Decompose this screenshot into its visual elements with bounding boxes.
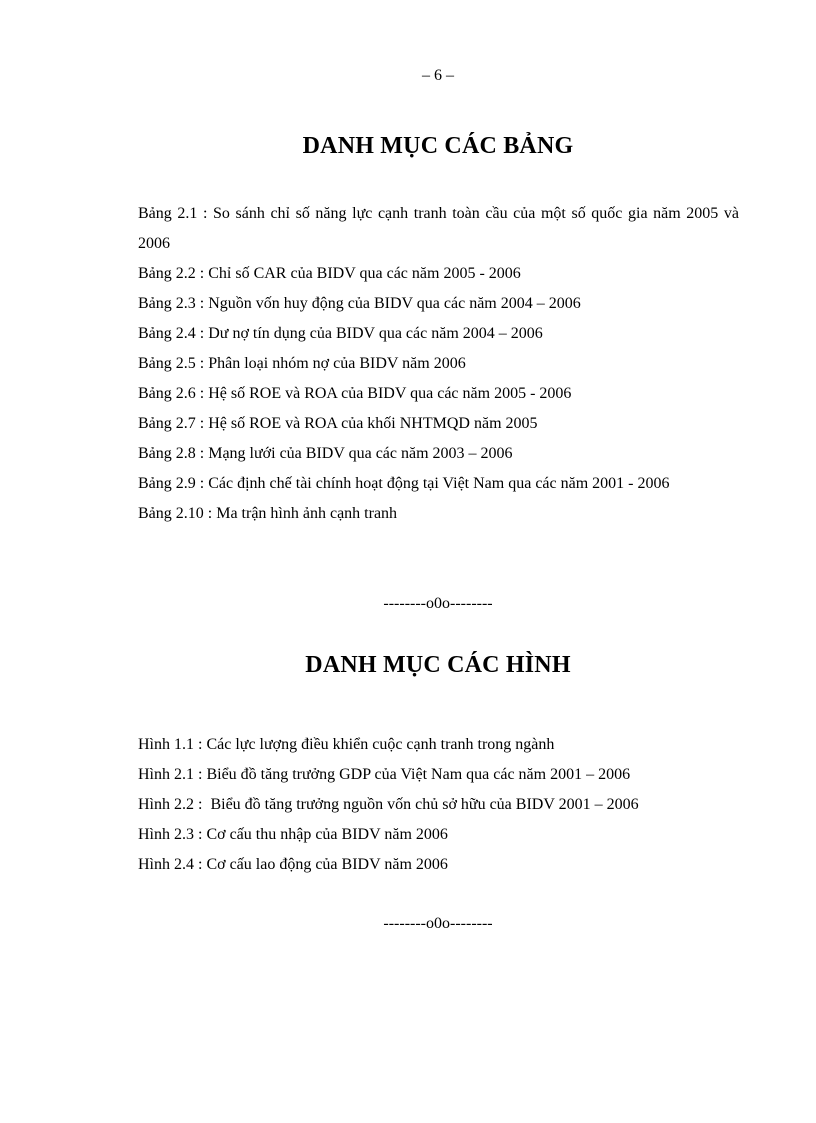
figure-entry-1-1: Hình 1.1 : Các lực lượng điều khiển cuộc cạnh tranh trong ngành [138,736,555,753]
section-separator: --------o0o-------- [383,595,493,612]
figure-entry-2-2: Hình 2.2 : Biểu đồ tăng trưởng nguồn vốn chủ sở hữu của BIDV 2001 – 2006 [138,796,639,813]
table-entry-2-2: Bảng 2.2 : Chỉ số CAR của BIDV qua các năm 2005 - 2006 [138,265,521,282]
tables-list-title: DANH MỤC CÁC BẢNG [302,133,574,159]
table-entry-2-6: Bảng 2.6 : Hệ số ROE và ROA của BIDV qua các năm 2005 - 2006 [138,385,572,402]
table-entry-2-7: Bảng 2.7 : Hệ số ROE và ROA của khối NHTMQD năm 2005 [138,415,538,432]
table-entry-2-4: Bảng 2.4 : Dư nợ tín dụng của BIDV qua các năm 2004 – 2006 [138,325,543,342]
table-entry-2-8: Bảng 2.8 : Mạng lưới của BIDV qua các năm 2003 – 2006 [138,445,513,462]
figures-list-title: DANH MỤC CÁC HÌNH [305,652,571,678]
table-entry-2-1: Bảng 2.1 : So sánh chỉ số năng lực cạnh tranh toàn cầu của một số quốc gia năm 2005 và 2006 [138,205,739,252]
figure-entry-2-3: Hình 2.3 : Cơ cấu thu nhập của BIDV năm 2006 [138,826,448,843]
section-separator: --------o0o-------- [383,915,493,932]
figures-list [138,730,739,880]
figure-entry-2-4: Hình 2.4 : Cơ cấu lao động của BIDV năm 2006 [138,856,448,873]
table-entry-2-5: Bảng 2.5 : Phân loại nhóm nợ của BIDV năm 2006 [138,355,466,372]
table-entry-2-10: Bảng 2.10 : Ma trận hình ảnh cạnh tranh [138,505,398,522]
table-entry-2-9: Bảng 2.9 : Các định chế tài chính hoạt động tại Việt Nam qua các năm 2001 - 2006 [138,475,670,492]
page-number: – 6 – [422,67,454,84]
figure-entry-2-1: Hình 2.1 : Biểu đồ tăng trưởng GDP của Việt Nam qua các năm 2001 – 2006 [138,766,631,783]
tables-list [138,199,739,529]
table-entry-2-3: Bảng 2.3 : Nguồn vốn huy động của BIDV qua các năm 2004 – 2006 [138,295,581,312]
